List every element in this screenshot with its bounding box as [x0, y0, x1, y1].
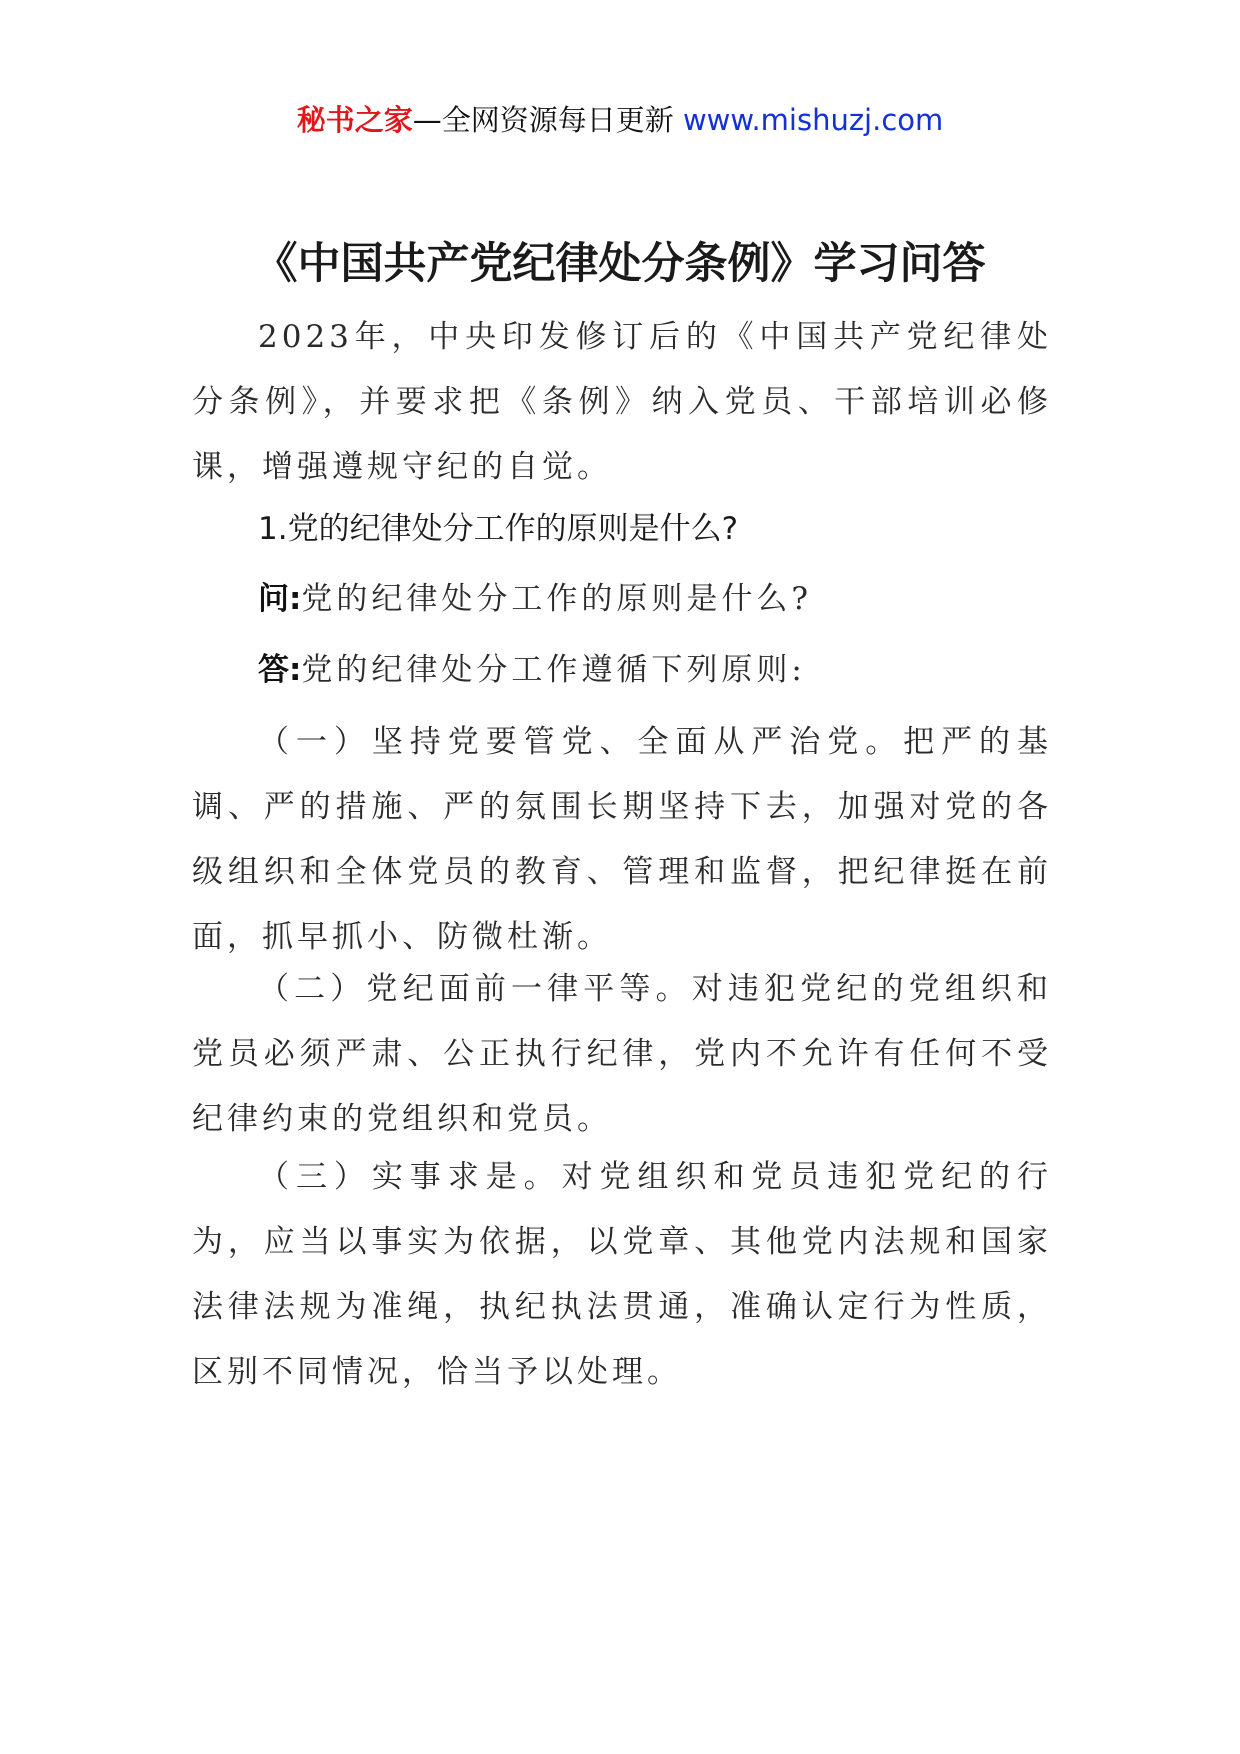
principle-paragraph-1: （一）坚持党要管党、全面从严治党。把严的基调、严的措施、严的氛围长期坚持下去，加强对党的各级组织和全体党员的教育、管理和监督，把纪律挺在前面，抓早抓小、防微杜渐。 [192, 724, 1052, 955]
answer-label: 答: [258, 652, 302, 688]
answer-line [258, 638, 806, 703]
site-brand: 秘书之家 [296, 103, 413, 137]
question-line [258, 567, 812, 632]
principle-paragraph-2: （二）党纪面前一律平等。对违犯党纪的党组织和党员必须严肃、公正执行纪律，党内不允许有任何不受纪律约束的党组织和党员。 [192, 971, 1052, 1137]
site-tagline: —全网资源每日更新 [412, 103, 674, 137]
site-url[interactable]: www.mishuzj.com [682, 103, 944, 137]
document-title: 《中国共产党纪律处分条例》学习问答 [254, 239, 986, 289]
answer-text: 党的纪律处分工作遵循下列原则: [301, 652, 806, 688]
question-label: 问: [258, 581, 302, 617]
principle-paragraph-3: （三）实事求是。对党组织和党员违犯党纪的行为，应当以事实为依据，以党章、其他党内法规和国家法律法规为准绳，执纪执法贯通，准确认定行为性质，区别不同情况，恰当予以处理。 [192, 1159, 1052, 1390]
intro-paragraph: 2023年，中央印发修订后的《中国共产党纪律处分条例》，并要求把《条例》纳入党员、干部培训必修课，增强遵规守纪的自觉。 [192, 319, 1052, 485]
site-header [0, 100, 1240, 140]
question-text: 党的纪律处分工作的原则是什么? [301, 581, 813, 617]
question-heading: 1.党的纪律处分工作的原则是什么? [258, 511, 739, 547]
